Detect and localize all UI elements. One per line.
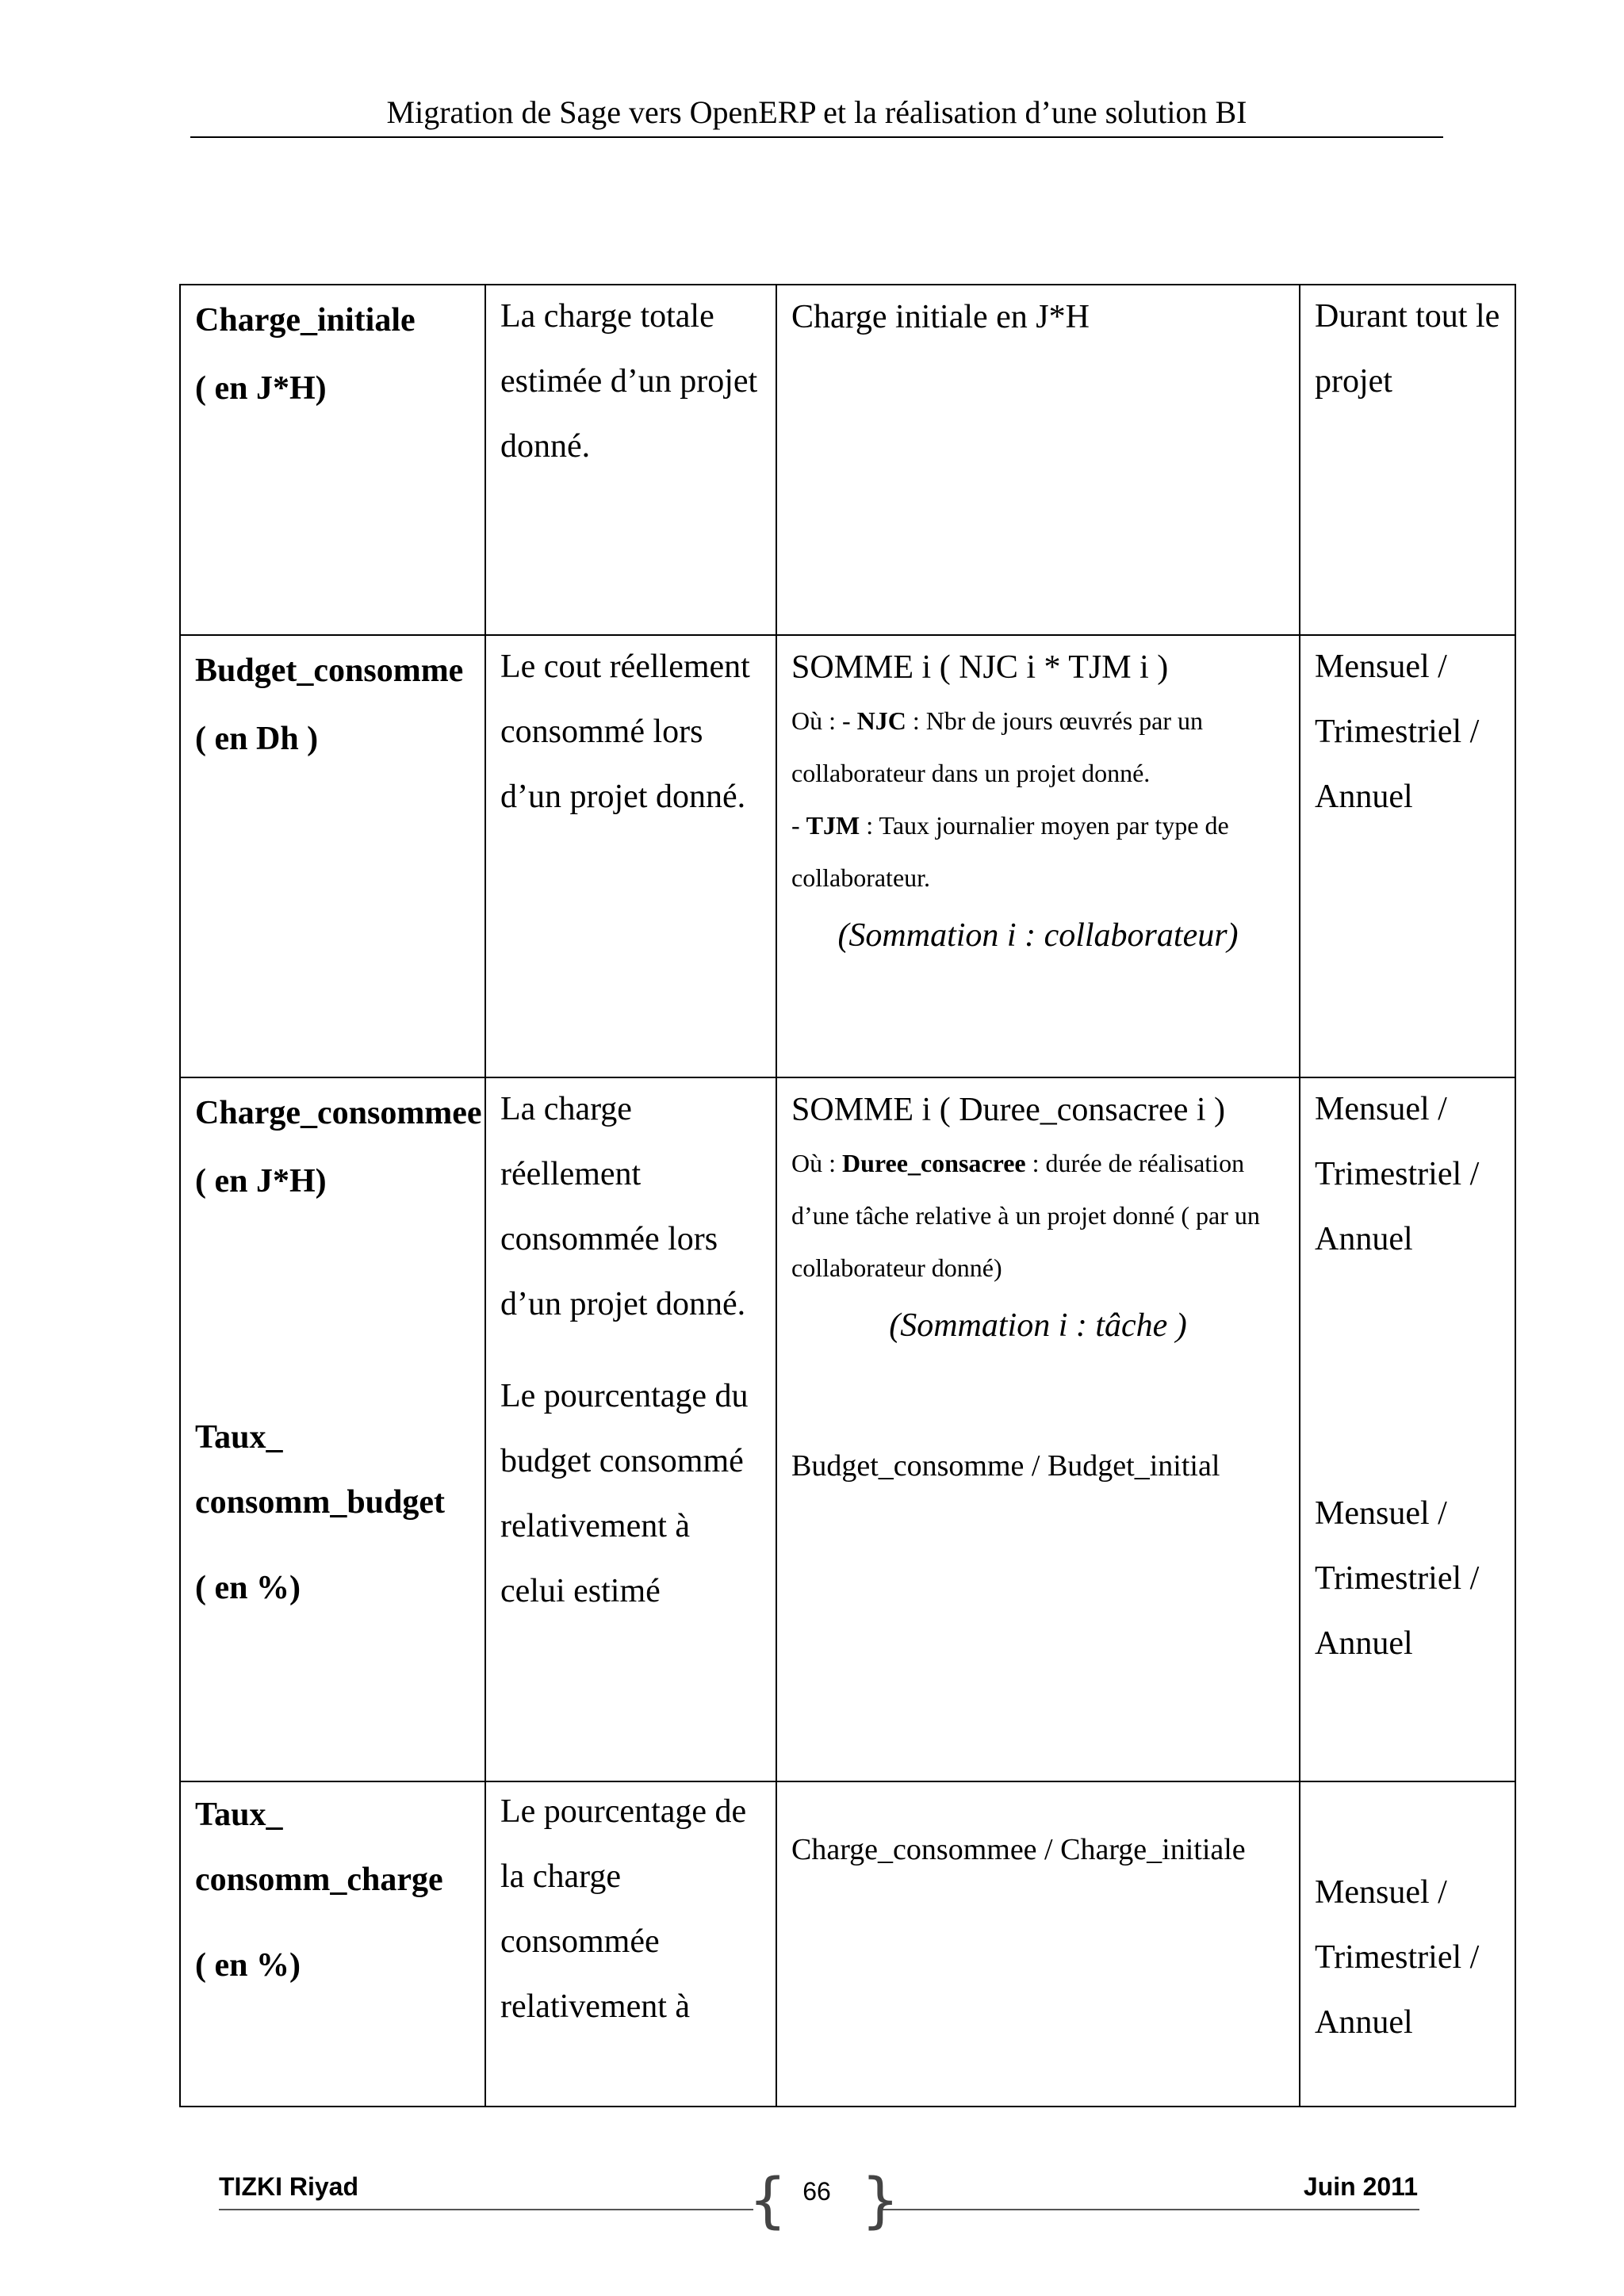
right-brace-icon: } — [861, 2164, 900, 2235]
kpi-unit: ( en Dh ) — [195, 721, 319, 757]
footer-rule — [880, 2209, 1419, 2210]
kpi-name: Charge_initiale — [195, 302, 416, 339]
kpi-description: La charge réellement consommée lors d’un projet donné. — [500, 1091, 746, 1322]
kpi-formula: Charge_consommee / Charge_initiale — [791, 1833, 1246, 1866]
kpi-description-cell — [485, 285, 776, 635]
footer-author: TIZKI Riyad — [219, 2172, 359, 2201]
kpi-note-duree: Où : Duree_consacree : durée de réalisation d’une tâche relative à un projet donné ( par un collaborateur donné) — [791, 1149, 1260, 1282]
kpi-formula: SOMME i ( NJC i * TJM i ) — [791, 649, 1169, 686]
kpi-name-cell — [180, 1781, 485, 2107]
kpi-unit: ( en J*H) — [195, 1163, 327, 1200]
kpi-description-cell — [485, 635, 776, 1077]
kpi-description: Le cout réellement consommé lors d’un projet donné. — [500, 649, 750, 815]
kpi-formula: Charge initiale en J*H — [791, 299, 1090, 335]
kpi-note-njc: Où : - NJC : Nbr de jours œuvrés par un collaborateur dans un projet donné. — [791, 706, 1204, 787]
kpi-description-cell — [485, 1781, 776, 2107]
kpi-frequency-cell — [1300, 1781, 1515, 2107]
kpi-formula: Budget_consomme / Budget_initial — [791, 1449, 1220, 1483]
kpi-note-tjm: - TJM : Taux journalier moyen par type de collaborateur. — [791, 811, 1229, 892]
kpi-description: Le pourcentage du budget consommé relativement à celui estimé — [500, 1378, 749, 1609]
kpi-name-cell — [180, 635, 485, 1077]
kpi-frequency: Durant tout le projet — [1315, 298, 1500, 400]
kpi-name: Budget_consomme — [195, 652, 464, 689]
kpi-formula-cell — [776, 285, 1300, 635]
kpi-unit: ( en %) — [195, 1947, 301, 1984]
kpi-summation-note: (Sommation i : collaborateur) — [837, 917, 1239, 954]
kpi-frequency: Mensuel / Trimestriel / Annuel — [1315, 1091, 1480, 1257]
kpi-description: La charge totale estimée d’un projet donné. — [500, 298, 758, 465]
kpi-unit: ( en J*H) — [195, 370, 327, 407]
kpi-description: Le pourcentage de la charge consommée relativement à — [500, 1793, 747, 2025]
page-number: 66 — [802, 2177, 831, 2206]
kpi-formula: SOMME i ( Duree_consacree i ) — [791, 1092, 1225, 1128]
kpi-frequency: Mensuel / Trimestriel / Annuel — [1315, 1495, 1480, 1662]
kpi-description-cell — [485, 1077, 776, 1781]
kpi-unit: ( en %) — [195, 1570, 301, 1606]
table-row — [180, 635, 1515, 1077]
kpi-name-cell — [180, 1077, 485, 1781]
kpi-frequency: Mensuel / Trimestriel / Annuel — [1315, 1874, 1480, 2041]
kpi-frequency-cell — [1300, 285, 1515, 635]
table-row — [180, 1077, 1515, 1781]
footer-date: Juin 2011 — [1303, 2172, 1418, 2201]
kpi-frequency: Mensuel / Trimestriel / Annuel — [1315, 649, 1480, 815]
header-rule — [190, 136, 1443, 138]
table-row — [180, 285, 1515, 635]
kpi-name: Charge_consommee — [195, 1095, 482, 1131]
kpi-frequency-cell — [1300, 635, 1515, 1077]
kpi-name: Taux_ consomm_charge — [195, 1797, 443, 1898]
left-brace-icon: { — [749, 2164, 787, 2235]
page-header-title: Migration de Sage vers OpenERP et la réalisation d’une solution BI — [386, 94, 1247, 130]
kpi-summation-note: (Sommation i : tâche ) — [889, 1307, 1187, 1344]
kpi-table — [179, 284, 1516, 2107]
kpi-formula-cell — [776, 635, 1300, 1077]
table-row — [180, 1781, 1515, 2107]
kpi-name: Taux_ consomm_budget — [195, 1419, 446, 1521]
kpi-frequency-cell — [1300, 1077, 1515, 1781]
footer-rule — [219, 2209, 753, 2210]
kpi-formula-cell — [776, 1781, 1300, 2107]
kpi-name-cell — [180, 285, 485, 635]
kpi-formula-cell — [776, 1077, 1300, 1781]
